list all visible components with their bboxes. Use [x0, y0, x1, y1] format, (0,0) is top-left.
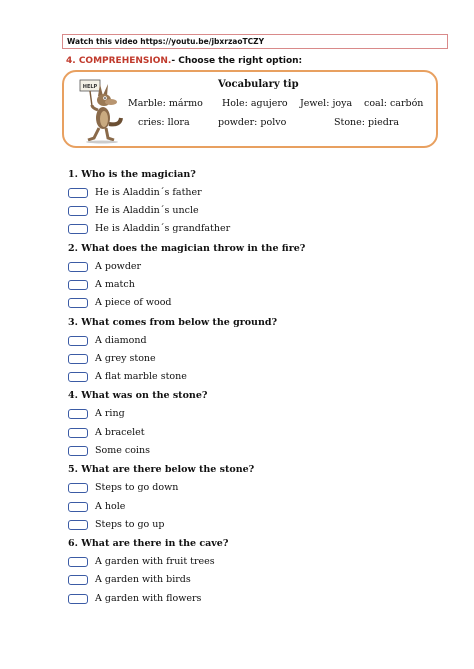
vocabulary-box — [62, 70, 438, 148]
vocab-cries: cries: llora — [138, 117, 190, 128]
video-link-box[interactable] — [62, 34, 448, 49]
answer-checkbox[interactable] — [68, 594, 88, 604]
question-1: 1. Who is the magician? — [68, 169, 196, 180]
answer-checkbox[interactable] — [68, 575, 88, 585]
section-instruction: - Choose the right option: — [171, 56, 303, 66]
vocabulary-title: Vocabulary tip — [218, 79, 299, 90]
mascot-sign-text: HELP — [82, 84, 98, 90]
answer-checkbox[interactable] — [68, 428, 88, 438]
vocab-marble: Marble: mármo — [128, 98, 203, 109]
vocab-jewel: Jewel: joya — [300, 98, 353, 109]
answer-checkbox[interactable] — [68, 262, 88, 272]
answer-checkbox[interactable] — [68, 224, 88, 234]
answer-checkbox[interactable] — [68, 298, 88, 308]
answer-checkbox[interactable] — [68, 206, 88, 216]
vocab-powder: powder: polvo — [218, 117, 287, 128]
answer-checkbox[interactable] — [68, 483, 88, 493]
answer-checkbox[interactable] — [68, 372, 88, 382]
question-2: 2. What does the magician throw in the fire? — [68, 243, 306, 254]
answer-checkbox[interactable] — [68, 188, 88, 198]
video-link-text[interactable]: Watch this video https://youtu.be/jbxrzaoTCZY — [67, 37, 265, 46]
answer-checkbox[interactable] — [68, 336, 88, 346]
answer-checkbox[interactable] — [68, 409, 88, 419]
section-number: 4. COMPREHENSION. — [66, 56, 172, 66]
answer-checkbox[interactable] — [68, 280, 88, 290]
coyote-help-sign-image — [74, 76, 130, 144]
section-title — [66, 56, 302, 66]
answer-checkbox[interactable] — [68, 557, 88, 567]
answer-checkbox[interactable] — [68, 520, 88, 530]
vocab-coal: coal: carbón — [364, 98, 424, 109]
vocab-stone: Stone: piedra — [334, 117, 400, 128]
question-4: 4. What was on the stone? — [68, 390, 208, 401]
question-6: 6. What are there in the cave? — [68, 538, 229, 549]
answer-checkbox[interactable] — [68, 446, 88, 456]
question-5: 5. What are there below the stone? — [68, 464, 255, 475]
answer-checkbox[interactable] — [68, 502, 88, 512]
vocab-hole: Hole: agujero — [222, 98, 288, 109]
answer-checkbox[interactable] — [68, 354, 88, 364]
question-3: 3. What comes from below the ground? — [68, 317, 278, 328]
